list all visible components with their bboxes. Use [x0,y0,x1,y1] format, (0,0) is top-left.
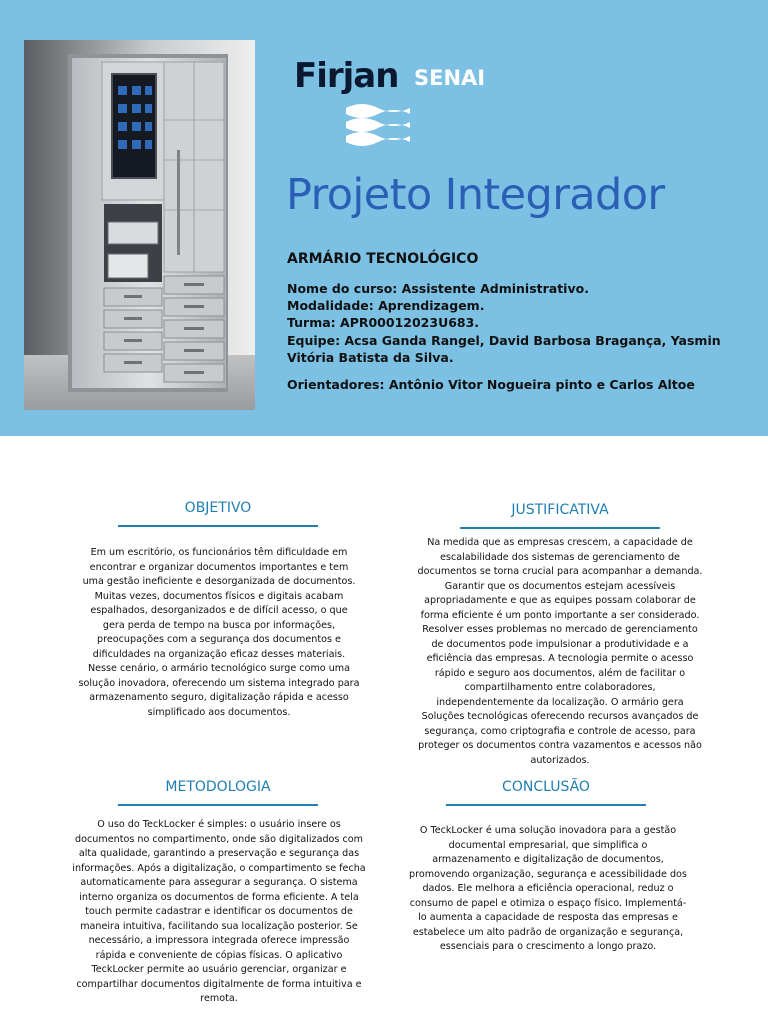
waves-icon [344,98,414,148]
firjan-senai-logo [294,56,524,156]
page-title: Projeto Integrador [286,170,665,220]
conclusao-divider [446,804,646,806]
justificativa-heading: JUSTIFICATIVA [511,502,609,518]
metodologia-paragraph: O uso do TeckLocker é simples: o usuário insere os documentos no compartimento, onde são digitalizados com alta qualidade, garantindo a preservação e segurança das informações. Após a digitalização, o compartimento se fecha automaticamente para assegurar a segurança. O sistema interno organiza os documentos de forma eficiente. A tela touch permite cadastrar e identificar os documentos de maneira intuitiva, facilitando sua localização posterior. Se necessário, a impressora integrada oferece impressão rápida e conveniente de cópias físicas. O aplicativo TeckLocker permite ao usuário gerenciar, organizar e compartilhar documentos digitalmente de forma intuitiva e remota. [72,819,366,1004]
metodologia-heading: METODOLOGIA [165,779,271,795]
conclusao-text [408,824,688,955]
conclusao-paragraph: O TeckLocker é uma solução inovadora para a gestão documental empresarial, que simplifica o armazenamento e digitalização de documentos, promovendo organização, segurança e acessibilidade dos dados. Ele melhora a eficiência operacional, reduz o consumo de papel e otimiza o espaço físico. Implementá-lo aumenta a capacidade de resposta das empresas e estabelece um alto padrão de organização e segurança, essenciais para o crescimento a longo prazo. [409,825,687,952]
info-team: Equipe: Acsa Ganda Rangel, David Barbosa Bragança, Yasmin Vitória Batista da Silva. [287,332,721,365]
header-banner [0,0,768,436]
justificativa-divider [460,527,660,529]
logo-senai-text: SENAI [414,66,486,90]
info-course: Nome do curso: Assistente Administrativo. [287,281,589,296]
objetivo-paragraph: Em um escritório, os funcionários têm dificuldade em encontrar e organizar documentos importantes e tem uma gestão ineficiente e desorganizada de documentos. Muitas vezes, documentos físicos e digitais acabam espalhados, desorganizados e de difícil acesso, o que gera perda de tempo na busca por informações, preocupações com a segurança dos documentos e dificuldades na organização eficaz desses materiais. Nesse cenário, o armário tecnológico surge como uma solução inovadora, oferecendo um sistema integrado para armazenamento seguro, digitalização rápida e acesso simplificado aos documentos. [78,547,360,718]
info-advisors: Orientadores: Antônio Vitor Nogueira pinto e Carlos Altoe [287,377,695,392]
justificativa-text [417,536,703,768]
project-info [287,280,737,366]
metodologia-divider [118,804,318,806]
justificativa-paragraph: Na medida que as empresas crescem, a capacidade de escalabilidade dos sistemas de gerenciamento de documentos se torna crucial para acompanhar a demanda. Garantir que os documentos estejam acessíveis apropriadamente e que as equipes possam colaborar de forma eficiente é um ponto importante a ser considerado. Resolver esses problemas no mercado de gerenciamento de documentos pode impulsionar a produtividade e a eficiência das empresas. A tecnologia permite o acesso rápido e seguro aos documentos, além de facilitar o compartilhamento entre colaboradores, independentemente da localização. O armário gera Soluções tecnológicas oferecendo recursos avançados de segurança, como criptografia e controle de acesso, para proteger os documentos contra vazamentos e acessos não autorizados. [417,537,703,766]
conclusao-heading: CONCLUSÃO [502,779,590,795]
logo-firjan-text: Firjan [294,56,399,96]
metodologia-text [72,818,366,1007]
project-subtitle: ARMÁRIO TECNOLÓGICO [287,251,479,267]
objetivo-heading: OBJETIVO [184,500,252,516]
objetivo-divider [118,525,318,527]
info-modality: Modalidade: Aprendizagem. [287,298,485,314]
objetivo-text [78,546,360,720]
info-class: Turma: APR00012023U683. [287,315,480,331]
cabinet-product-image [24,40,255,410]
